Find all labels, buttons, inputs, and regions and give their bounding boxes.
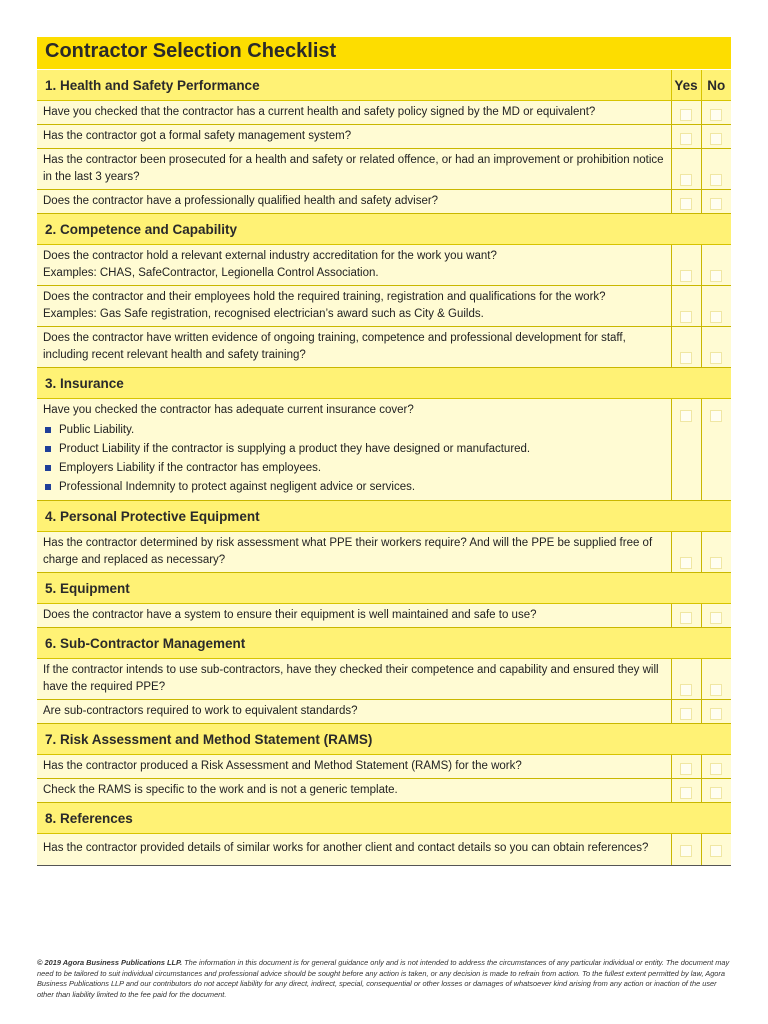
section-title: 7. Risk Assessment and Method Statement (RAMS) [37,724,731,755]
yes-column-header: Yes [671,70,701,101]
checklist-row [37,245,731,286]
no-checkbox[interactable] [710,109,722,121]
question-text: Has the contractor been prosecuted for a health and safety or related offence, or had an improvement or prohibition notice in the last 3 years? [37,149,671,190]
no-checkbox[interactable] [710,684,722,696]
no-checkbox[interactable] [710,708,722,720]
checklist-row [37,604,731,628]
disclaimer-text: The information in this document is for general guidance only and is not intended to address the circumstances of any particular individual or entity. The document may need to be tailored to suit individual circumstances and professional advice should be sought before any action is taken, or any decision is made to refrain from action. To the fullest extent permitted by law, Agora Business Publications LLP and our contributors do not accept liability for any direct, indirect, special, consequential or other losses or damages of whatsoever kind arising from any action or inaction of the user other than liability limited to the fee paid for the document. [37,958,730,999]
checklist-row [37,532,731,573]
no-checkbox[interactable] [710,133,722,145]
checklist-row [37,834,731,866]
list-item [43,421,665,440]
question-line: Have you checked the contractor has adequate current insurance cover? [43,404,414,416]
question-line: Does the contractor hold a relevant external industry accreditation for the work you want? [43,250,497,262]
no-checkbox[interactable] [710,557,722,569]
list-item-text: Employers Liability if the contractor has employees. [59,462,322,474]
checklist-row [37,700,731,724]
footer-disclaimer [37,958,731,1000]
page-title: Contractor Selection Checklist [37,37,731,70]
question-line: Does the contractor and their employees hold the required training, registration and qualifications for the work? [43,291,606,303]
checklist-row [37,779,731,803]
section-header [37,70,731,101]
section-header [37,214,731,245]
section-title: 8. References [37,803,731,834]
section-title: 4. Personal Protective Equipment [37,501,731,532]
checklist-row [37,286,731,327]
checklist [37,37,731,866]
list-item-text: Public Liability. [59,424,135,436]
question-text: Check the RAMS is specific to the work and is not a generic template. [37,779,671,803]
list-item [43,459,665,478]
question-text: Does the contractor have a professionally qualified health and safety adviser? [37,190,671,214]
question-text: Does the contractor have written evidence of ongoing training, competence and professional development for staff, including recent relevant health and safety training? [37,327,671,368]
no-column-header: No [701,70,731,101]
section-title: 6. Sub-Contractor Management [37,628,731,659]
yes-checkbox[interactable] [680,612,692,624]
yes-checkbox[interactable] [680,109,692,121]
section-header [37,368,731,399]
square-bullet-icon [45,465,51,471]
section-header [37,803,731,834]
yes-checkbox[interactable] [680,311,692,323]
no-checkbox[interactable] [710,410,722,422]
no-checkbox[interactable] [710,174,722,186]
no-checkbox[interactable] [710,352,722,364]
list-item [43,440,665,459]
yes-checkbox[interactable] [680,174,692,186]
checklist-row [37,101,731,125]
checklist-table [37,70,731,866]
checklist-row [37,149,731,190]
checklist-row [37,659,731,700]
yes-checkbox[interactable] [680,787,692,799]
section-title: 5. Equipment [37,573,731,604]
checklist-row [37,327,731,368]
question-examples: Examples: CHAS, SafeContractor, Legionella Control Association. [43,267,379,279]
section-title: 2. Competence and Capability [37,214,731,245]
section-header [37,573,731,604]
checklist-row [37,190,731,214]
no-checkbox[interactable] [710,787,722,799]
question-text: Are sub-contractors required to work to equivalent standards? [37,700,671,724]
question-examples: Examples: Gas Safe registration, recognised electrician’s award such as City & Guilds. [43,308,484,320]
checklist-row [37,399,731,501]
section-header [37,628,731,659]
no-checkbox[interactable] [710,845,722,857]
no-checkbox[interactable] [710,763,722,775]
yes-checkbox[interactable] [680,684,692,696]
question-text: Have you checked that the contractor has a current health and safety policy signed by the MD or equivalent? [37,101,671,125]
question-text: Does the contractor have a system to ensure their equipment is well maintained and safe to use? [37,604,671,628]
yes-checkbox[interactable] [680,845,692,857]
yes-checkbox[interactable] [680,133,692,145]
question-text [37,399,671,501]
question-text: Has the contractor determined by risk assessment what PPE their workers require? And will the PPE be supplied free of charge and replaced as necessary? [37,532,671,573]
section-header [37,501,731,532]
list-item [43,478,665,497]
question-text: Has the contractor got a formal safety management system? [37,125,671,149]
yes-checkbox[interactable] [680,763,692,775]
no-checkbox[interactable] [710,612,722,624]
no-checkbox[interactable] [710,311,722,323]
question-text: If the contractor intends to use sub-contractors, have they checked their competence and capability and ensured they will have the required PPE? [37,659,671,700]
square-bullet-icon [45,484,51,490]
yes-checkbox[interactable] [680,270,692,282]
no-checkbox[interactable] [710,198,722,210]
question-text: Has the contractor produced a Risk Assessment and Method Statement (RAMS) for the work? [37,755,671,779]
square-bullet-icon [45,427,51,433]
section-header [37,724,731,755]
no-checkbox[interactable] [710,270,722,282]
copyright-text: © 2019 Agora Business Publications LLP. [37,958,183,967]
list-item-text: Professional Indemnity to protect against negligent advice or services. [59,481,416,493]
question-text [37,245,671,286]
yes-checkbox[interactable] [680,352,692,364]
yes-checkbox[interactable] [680,708,692,720]
yes-checkbox[interactable] [680,557,692,569]
insurance-list [43,421,665,497]
yes-checkbox[interactable] [680,410,692,422]
yes-checkbox[interactable] [680,198,692,210]
question-text [37,286,671,327]
square-bullet-icon [45,446,51,452]
section-title: 1. Health and Safety Performance [37,70,671,101]
list-item-text: Product Liability if the contractor is supplying a product they have designed or manufactured. [59,443,531,455]
checklist-row [37,125,731,149]
question-text: Has the contractor provided details of similar works for another client and contact details so you can obtain references? [37,834,671,866]
section-title: 3. Insurance [37,368,731,399]
checklist-row [37,755,731,779]
